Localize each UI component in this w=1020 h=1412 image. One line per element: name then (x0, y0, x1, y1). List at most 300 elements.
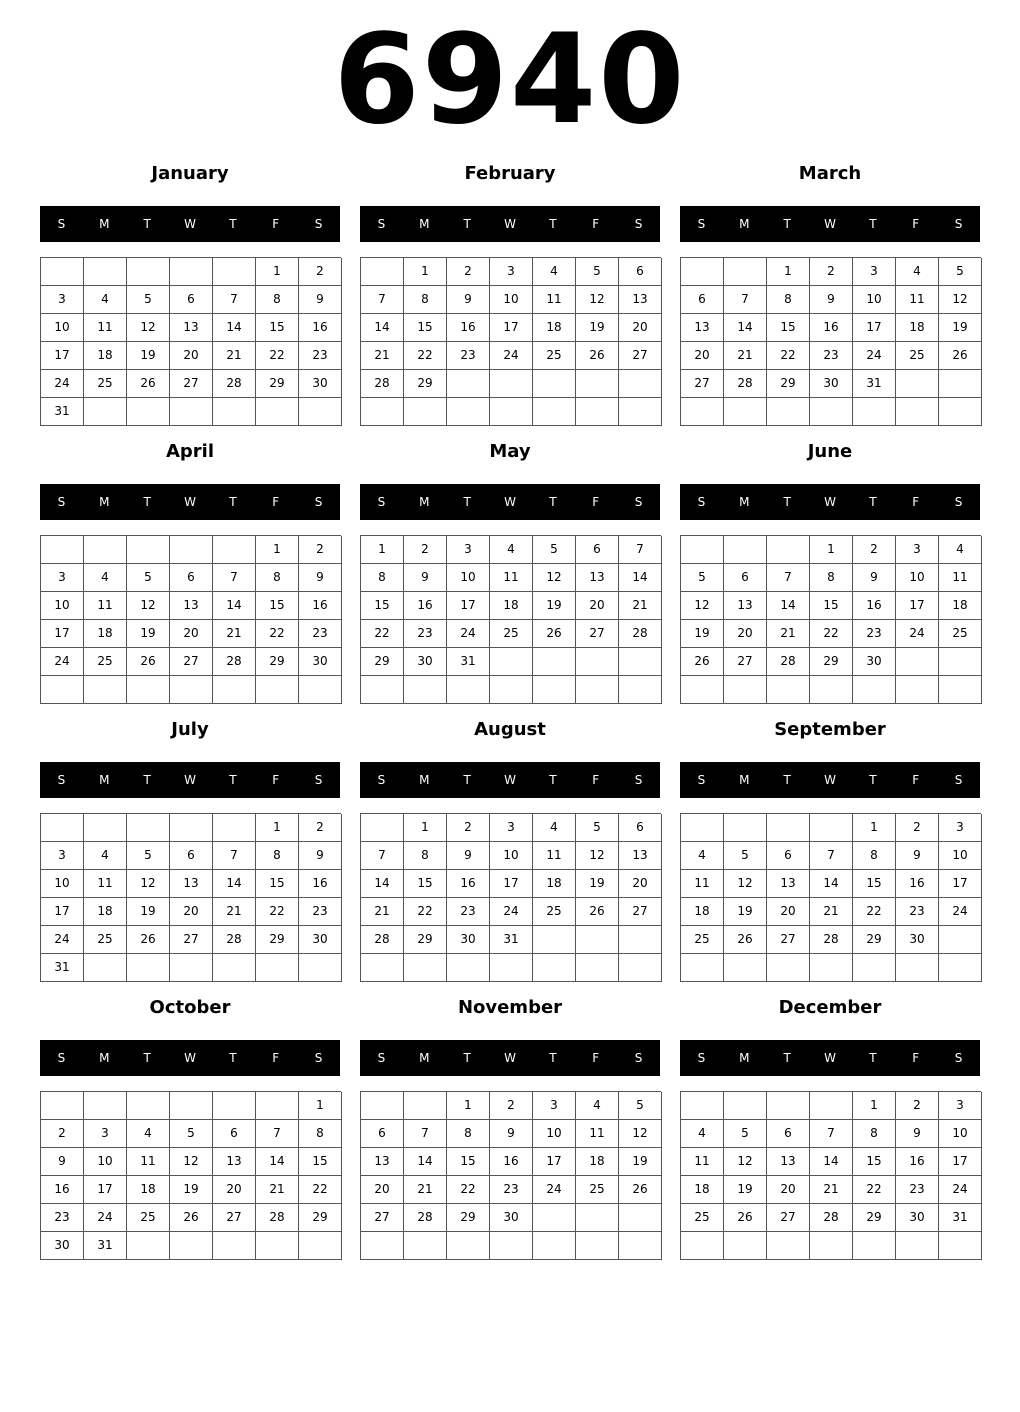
month-name: October (149, 997, 231, 1018)
empty-cell (447, 676, 490, 704)
empty-cell (213, 1232, 256, 1260)
day-cell: 10 (853, 286, 896, 314)
day-cell: 7 (213, 564, 256, 592)
day-cell: 12 (724, 870, 767, 898)
day-cell: 5 (619, 1092, 662, 1120)
weekday-label: T (463, 217, 471, 231)
weekday-label: M (419, 773, 430, 787)
day-cell: 6 (576, 536, 619, 564)
days-grid (360, 257, 661, 426)
day-cell: 25 (681, 1204, 724, 1232)
day-cell: 24 (853, 342, 896, 370)
day-cell: 8 (853, 1120, 896, 1148)
empty-cell (724, 1232, 767, 1260)
day-cell: 29 (767, 370, 810, 398)
day-cell: 27 (170, 926, 213, 954)
empty-cell (767, 1232, 810, 1260)
day-cell: 10 (533, 1120, 576, 1148)
day-cell: 29 (256, 926, 299, 954)
day-cell: 7 (810, 1120, 853, 1148)
day-cell: 2 (404, 536, 447, 564)
day-cell: 2 (447, 814, 490, 842)
day-cell: 18 (681, 898, 724, 926)
weekday-label: W (824, 1051, 836, 1065)
month-name: January (151, 163, 229, 184)
day-cell: 8 (361, 564, 404, 592)
weekday-label: S (57, 1051, 66, 1065)
empty-cell (84, 676, 127, 704)
day-cell: 7 (619, 536, 662, 564)
day-cell: 30 (41, 1232, 84, 1260)
day-cell: 6 (361, 1120, 404, 1148)
weekday-label: W (184, 495, 196, 509)
empty-cell (84, 258, 127, 286)
day-cell: 18 (896, 314, 939, 342)
day-cell: 26 (533, 620, 576, 648)
day-cell: 30 (299, 370, 342, 398)
empty-cell (84, 536, 127, 564)
empty-cell (576, 1232, 619, 1260)
day-cell: 6 (619, 814, 662, 842)
day-cell: 20 (619, 870, 662, 898)
weekday-label: W (824, 773, 836, 787)
day-cell: 23 (853, 620, 896, 648)
day-cell: 24 (41, 370, 84, 398)
weekday-label: S (57, 495, 66, 509)
empty-cell (724, 814, 767, 842)
day-cell: 3 (939, 1092, 982, 1120)
day-cell: 17 (490, 870, 533, 898)
day-cell: 2 (896, 814, 939, 842)
day-cell: 25 (84, 648, 127, 676)
day-cell: 23 (810, 342, 853, 370)
empty-cell (767, 1092, 810, 1120)
day-cell: 16 (447, 314, 490, 342)
day-cell: 28 (213, 926, 256, 954)
empty-cell (404, 1232, 447, 1260)
day-cell: 16 (447, 870, 490, 898)
weekday-label: S (954, 773, 963, 787)
day-cell: 15 (404, 870, 447, 898)
days-grid (40, 535, 341, 704)
empty-cell (170, 954, 213, 982)
day-cell: 9 (447, 286, 490, 314)
day-cell: 5 (939, 258, 982, 286)
month-name: August (474, 719, 546, 740)
day-cell: 16 (490, 1148, 533, 1176)
day-cell: 28 (213, 648, 256, 676)
day-cell: 18 (533, 870, 576, 898)
day-cell: 19 (170, 1176, 213, 1204)
days-grid (360, 1091, 661, 1260)
weekday-label: T (869, 217, 877, 231)
weekday-label: W (824, 217, 836, 231)
empty-cell (41, 536, 84, 564)
empty-cell (853, 676, 896, 704)
empty-cell (361, 814, 404, 842)
day-cell: 12 (939, 286, 982, 314)
day-cell: 3 (84, 1120, 127, 1148)
day-cell: 11 (84, 592, 127, 620)
day-cell: 27 (213, 1204, 256, 1232)
day-cell: 12 (576, 842, 619, 870)
weekday-label: T (783, 495, 791, 509)
empty-cell (213, 258, 256, 286)
day-cell: 6 (767, 1120, 810, 1148)
day-cell: 2 (490, 1092, 533, 1120)
empty-cell (896, 676, 939, 704)
empty-cell (361, 676, 404, 704)
weekday-label: M (99, 495, 110, 509)
weekday-label: W (504, 1051, 516, 1065)
empty-cell (256, 1092, 299, 1120)
day-cell: 13 (361, 1148, 404, 1176)
day-cell: 15 (810, 592, 853, 620)
day-cell: 12 (681, 592, 724, 620)
empty-cell (170, 536, 213, 564)
empty-cell (576, 676, 619, 704)
day-cell: 27 (724, 648, 767, 676)
day-cell: 21 (810, 898, 853, 926)
day-cell: 28 (619, 620, 662, 648)
day-cell: 5 (724, 1120, 767, 1148)
day-cell: 17 (853, 314, 896, 342)
empty-cell (404, 398, 447, 426)
empty-cell (939, 648, 982, 676)
day-cell: 14 (404, 1148, 447, 1176)
empty-cell (767, 676, 810, 704)
day-cell: 19 (939, 314, 982, 342)
day-cell: 16 (299, 870, 342, 898)
day-cell: 21 (256, 1176, 299, 1204)
day-cell: 31 (447, 648, 490, 676)
day-cell: 20 (681, 342, 724, 370)
day-cell: 13 (170, 870, 213, 898)
empty-cell (490, 648, 533, 676)
weekday-label: W (184, 773, 196, 787)
day-cell: 16 (810, 314, 853, 342)
day-cell: 14 (619, 564, 662, 592)
day-cell: 31 (41, 398, 84, 426)
weekday-label: T (783, 217, 791, 231)
day-cell: 5 (127, 286, 170, 314)
day-cell: 25 (84, 926, 127, 954)
empty-cell (533, 926, 576, 954)
weekday-label: F (272, 217, 280, 231)
weekday-label: M (99, 217, 110, 231)
day-cell: 8 (256, 286, 299, 314)
day-cell: 3 (447, 536, 490, 564)
day-cell: 21 (724, 342, 767, 370)
day-cell: 20 (170, 342, 213, 370)
day-cell: 20 (170, 620, 213, 648)
empty-cell (576, 954, 619, 982)
empty-cell (619, 676, 662, 704)
day-cell: 24 (939, 898, 982, 926)
day-cell: 22 (767, 342, 810, 370)
day-cell: 27 (767, 1204, 810, 1232)
day-cell: 27 (619, 898, 662, 926)
weekday-label: T (783, 773, 791, 787)
day-cell: 28 (810, 1204, 853, 1232)
day-cell: 13 (767, 1148, 810, 1176)
day-cell: 27 (170, 370, 213, 398)
empty-cell (127, 954, 170, 982)
day-cell: 13 (170, 314, 213, 342)
empty-cell (361, 398, 404, 426)
day-cell: 2 (299, 814, 342, 842)
day-cell: 22 (404, 898, 447, 926)
day-cell: 8 (767, 286, 810, 314)
day-cell: 14 (213, 592, 256, 620)
weekday-label: T (783, 1051, 791, 1065)
empty-cell (939, 370, 982, 398)
day-cell: 20 (767, 898, 810, 926)
day-cell: 29 (404, 370, 447, 398)
day-cell: 30 (853, 648, 896, 676)
empty-cell (41, 258, 84, 286)
year-title: 6940 (333, 8, 687, 152)
empty-cell (533, 370, 576, 398)
day-cell: 16 (896, 870, 939, 898)
day-cell: 1 (447, 1092, 490, 1120)
day-cell: 4 (939, 536, 982, 564)
empty-cell (810, 1232, 853, 1260)
day-cell: 19 (619, 1148, 662, 1176)
empty-cell (724, 536, 767, 564)
day-cell: 11 (127, 1148, 170, 1176)
day-cell: 15 (447, 1148, 490, 1176)
day-cell: 11 (576, 1120, 619, 1148)
day-cell: 5 (681, 564, 724, 592)
empty-cell (127, 1092, 170, 1120)
day-cell: 19 (724, 898, 767, 926)
empty-cell (681, 1232, 724, 1260)
day-cell: 17 (41, 342, 84, 370)
day-cell: 24 (896, 620, 939, 648)
empty-cell (533, 1204, 576, 1232)
day-cell: 8 (256, 842, 299, 870)
empty-cell (681, 258, 724, 286)
day-cell: 19 (681, 620, 724, 648)
day-cell: 1 (256, 258, 299, 286)
weekday-label: S (697, 217, 706, 231)
weekday-label: S (314, 495, 323, 509)
empty-cell (361, 1232, 404, 1260)
day-cell: 17 (533, 1148, 576, 1176)
empty-cell (299, 676, 342, 704)
day-cell: 13 (213, 1148, 256, 1176)
weekday-label: M (419, 1051, 430, 1065)
day-cell: 4 (84, 286, 127, 314)
day-cell: 9 (896, 842, 939, 870)
day-cell: 23 (41, 1204, 84, 1232)
day-cell: 8 (404, 842, 447, 870)
day-cell: 15 (853, 1148, 896, 1176)
weekday-label: T (143, 495, 151, 509)
empty-cell (533, 648, 576, 676)
empty-cell (404, 1092, 447, 1120)
empty-cell (896, 954, 939, 982)
empty-cell (896, 398, 939, 426)
weekday-label: T (869, 773, 877, 787)
day-cell: 10 (447, 564, 490, 592)
day-cell: 19 (576, 870, 619, 898)
weekday-label: F (912, 495, 920, 509)
empty-cell (213, 814, 256, 842)
day-cell: 20 (767, 1176, 810, 1204)
day-cell: 4 (127, 1120, 170, 1148)
day-cell: 25 (939, 620, 982, 648)
day-cell: 9 (299, 564, 342, 592)
day-cell: 26 (619, 1176, 662, 1204)
day-cell: 1 (404, 258, 447, 286)
empty-cell (127, 398, 170, 426)
empty-cell (299, 1232, 342, 1260)
day-cell: 13 (619, 842, 662, 870)
day-cell: 6 (170, 842, 213, 870)
days-grid (360, 535, 661, 704)
day-cell: 10 (939, 1120, 982, 1148)
day-cell: 25 (533, 342, 576, 370)
day-cell: 16 (299, 314, 342, 342)
empty-cell (810, 676, 853, 704)
day-cell: 2 (447, 258, 490, 286)
day-cell: 7 (404, 1120, 447, 1148)
day-cell: 21 (361, 342, 404, 370)
day-cell: 24 (939, 1176, 982, 1204)
empty-cell (404, 954, 447, 982)
day-cell: 25 (490, 620, 533, 648)
empty-cell (939, 954, 982, 982)
empty-cell (490, 398, 533, 426)
day-cell: 4 (533, 814, 576, 842)
day-cell: 7 (213, 286, 256, 314)
day-cell: 2 (299, 536, 342, 564)
day-cell: 28 (361, 926, 404, 954)
empty-cell (853, 398, 896, 426)
day-cell: 16 (853, 592, 896, 620)
month-name: February (464, 163, 556, 184)
day-cell: 9 (299, 286, 342, 314)
empty-cell (896, 1232, 939, 1260)
day-cell: 13 (681, 314, 724, 342)
day-cell: 14 (361, 870, 404, 898)
day-cell: 6 (170, 286, 213, 314)
day-cell: 21 (767, 620, 810, 648)
day-cell: 31 (939, 1204, 982, 1232)
day-cell: 23 (490, 1176, 533, 1204)
day-cell: 1 (853, 814, 896, 842)
weekday-label: T (229, 1051, 237, 1065)
day-cell: 28 (256, 1204, 299, 1232)
empty-cell (447, 370, 490, 398)
day-cell: 1 (404, 814, 447, 842)
weekday-label: S (697, 1051, 706, 1065)
day-cell: 29 (404, 926, 447, 954)
day-cell: 25 (84, 370, 127, 398)
day-cell: 27 (767, 926, 810, 954)
day-cell: 20 (724, 620, 767, 648)
weekday-label: S (634, 1051, 643, 1065)
empty-cell (127, 536, 170, 564)
empty-cell (127, 258, 170, 286)
day-cell: 13 (767, 870, 810, 898)
day-cell: 5 (127, 564, 170, 592)
weekday-label: T (869, 1051, 877, 1065)
weekday-label: S (634, 217, 643, 231)
weekday-label: T (229, 495, 237, 509)
empty-cell (490, 1232, 533, 1260)
weekday-label: T (549, 217, 557, 231)
weekday-header (40, 206, 340, 242)
day-cell: 23 (447, 342, 490, 370)
day-cell: 26 (127, 926, 170, 954)
weekday-label: T (143, 1051, 151, 1065)
day-cell: 11 (533, 286, 576, 314)
day-cell: 18 (681, 1176, 724, 1204)
day-cell: 11 (896, 286, 939, 314)
weekday-header (360, 1040, 660, 1076)
empty-cell (170, 676, 213, 704)
day-cell: 5 (576, 258, 619, 286)
weekday-label: M (739, 217, 750, 231)
day-cell: 2 (41, 1120, 84, 1148)
empty-cell (724, 954, 767, 982)
day-cell: 13 (724, 592, 767, 620)
day-cell: 21 (619, 592, 662, 620)
day-cell: 22 (447, 1176, 490, 1204)
empty-cell (256, 1232, 299, 1260)
day-cell: 6 (213, 1120, 256, 1148)
empty-cell (533, 398, 576, 426)
day-cell: 6 (170, 564, 213, 592)
days-grid (360, 813, 661, 982)
weekday-label: S (377, 773, 386, 787)
empty-cell (681, 954, 724, 982)
day-cell: 26 (576, 898, 619, 926)
empty-cell (681, 676, 724, 704)
day-cell: 11 (84, 314, 127, 342)
empty-cell (213, 536, 256, 564)
empty-cell (84, 814, 127, 842)
day-cell: 3 (939, 814, 982, 842)
day-cell: 7 (767, 564, 810, 592)
day-cell: 28 (404, 1204, 447, 1232)
day-cell: 18 (939, 592, 982, 620)
day-cell: 21 (404, 1176, 447, 1204)
day-cell: 11 (681, 1148, 724, 1176)
weekday-label: S (57, 773, 66, 787)
empty-cell (41, 1092, 84, 1120)
day-cell: 26 (127, 370, 170, 398)
day-cell: 21 (213, 620, 256, 648)
weekday-label: T (549, 773, 557, 787)
day-cell: 15 (299, 1148, 342, 1176)
day-cell: 28 (724, 370, 767, 398)
empty-cell (767, 954, 810, 982)
day-cell: 22 (853, 898, 896, 926)
day-cell: 24 (41, 926, 84, 954)
empty-cell (41, 676, 84, 704)
day-cell: 24 (41, 648, 84, 676)
day-cell: 5 (127, 842, 170, 870)
empty-cell (810, 1092, 853, 1120)
weekday-label: W (504, 773, 516, 787)
day-cell: 21 (810, 1176, 853, 1204)
empty-cell (170, 258, 213, 286)
day-cell: 3 (490, 258, 533, 286)
